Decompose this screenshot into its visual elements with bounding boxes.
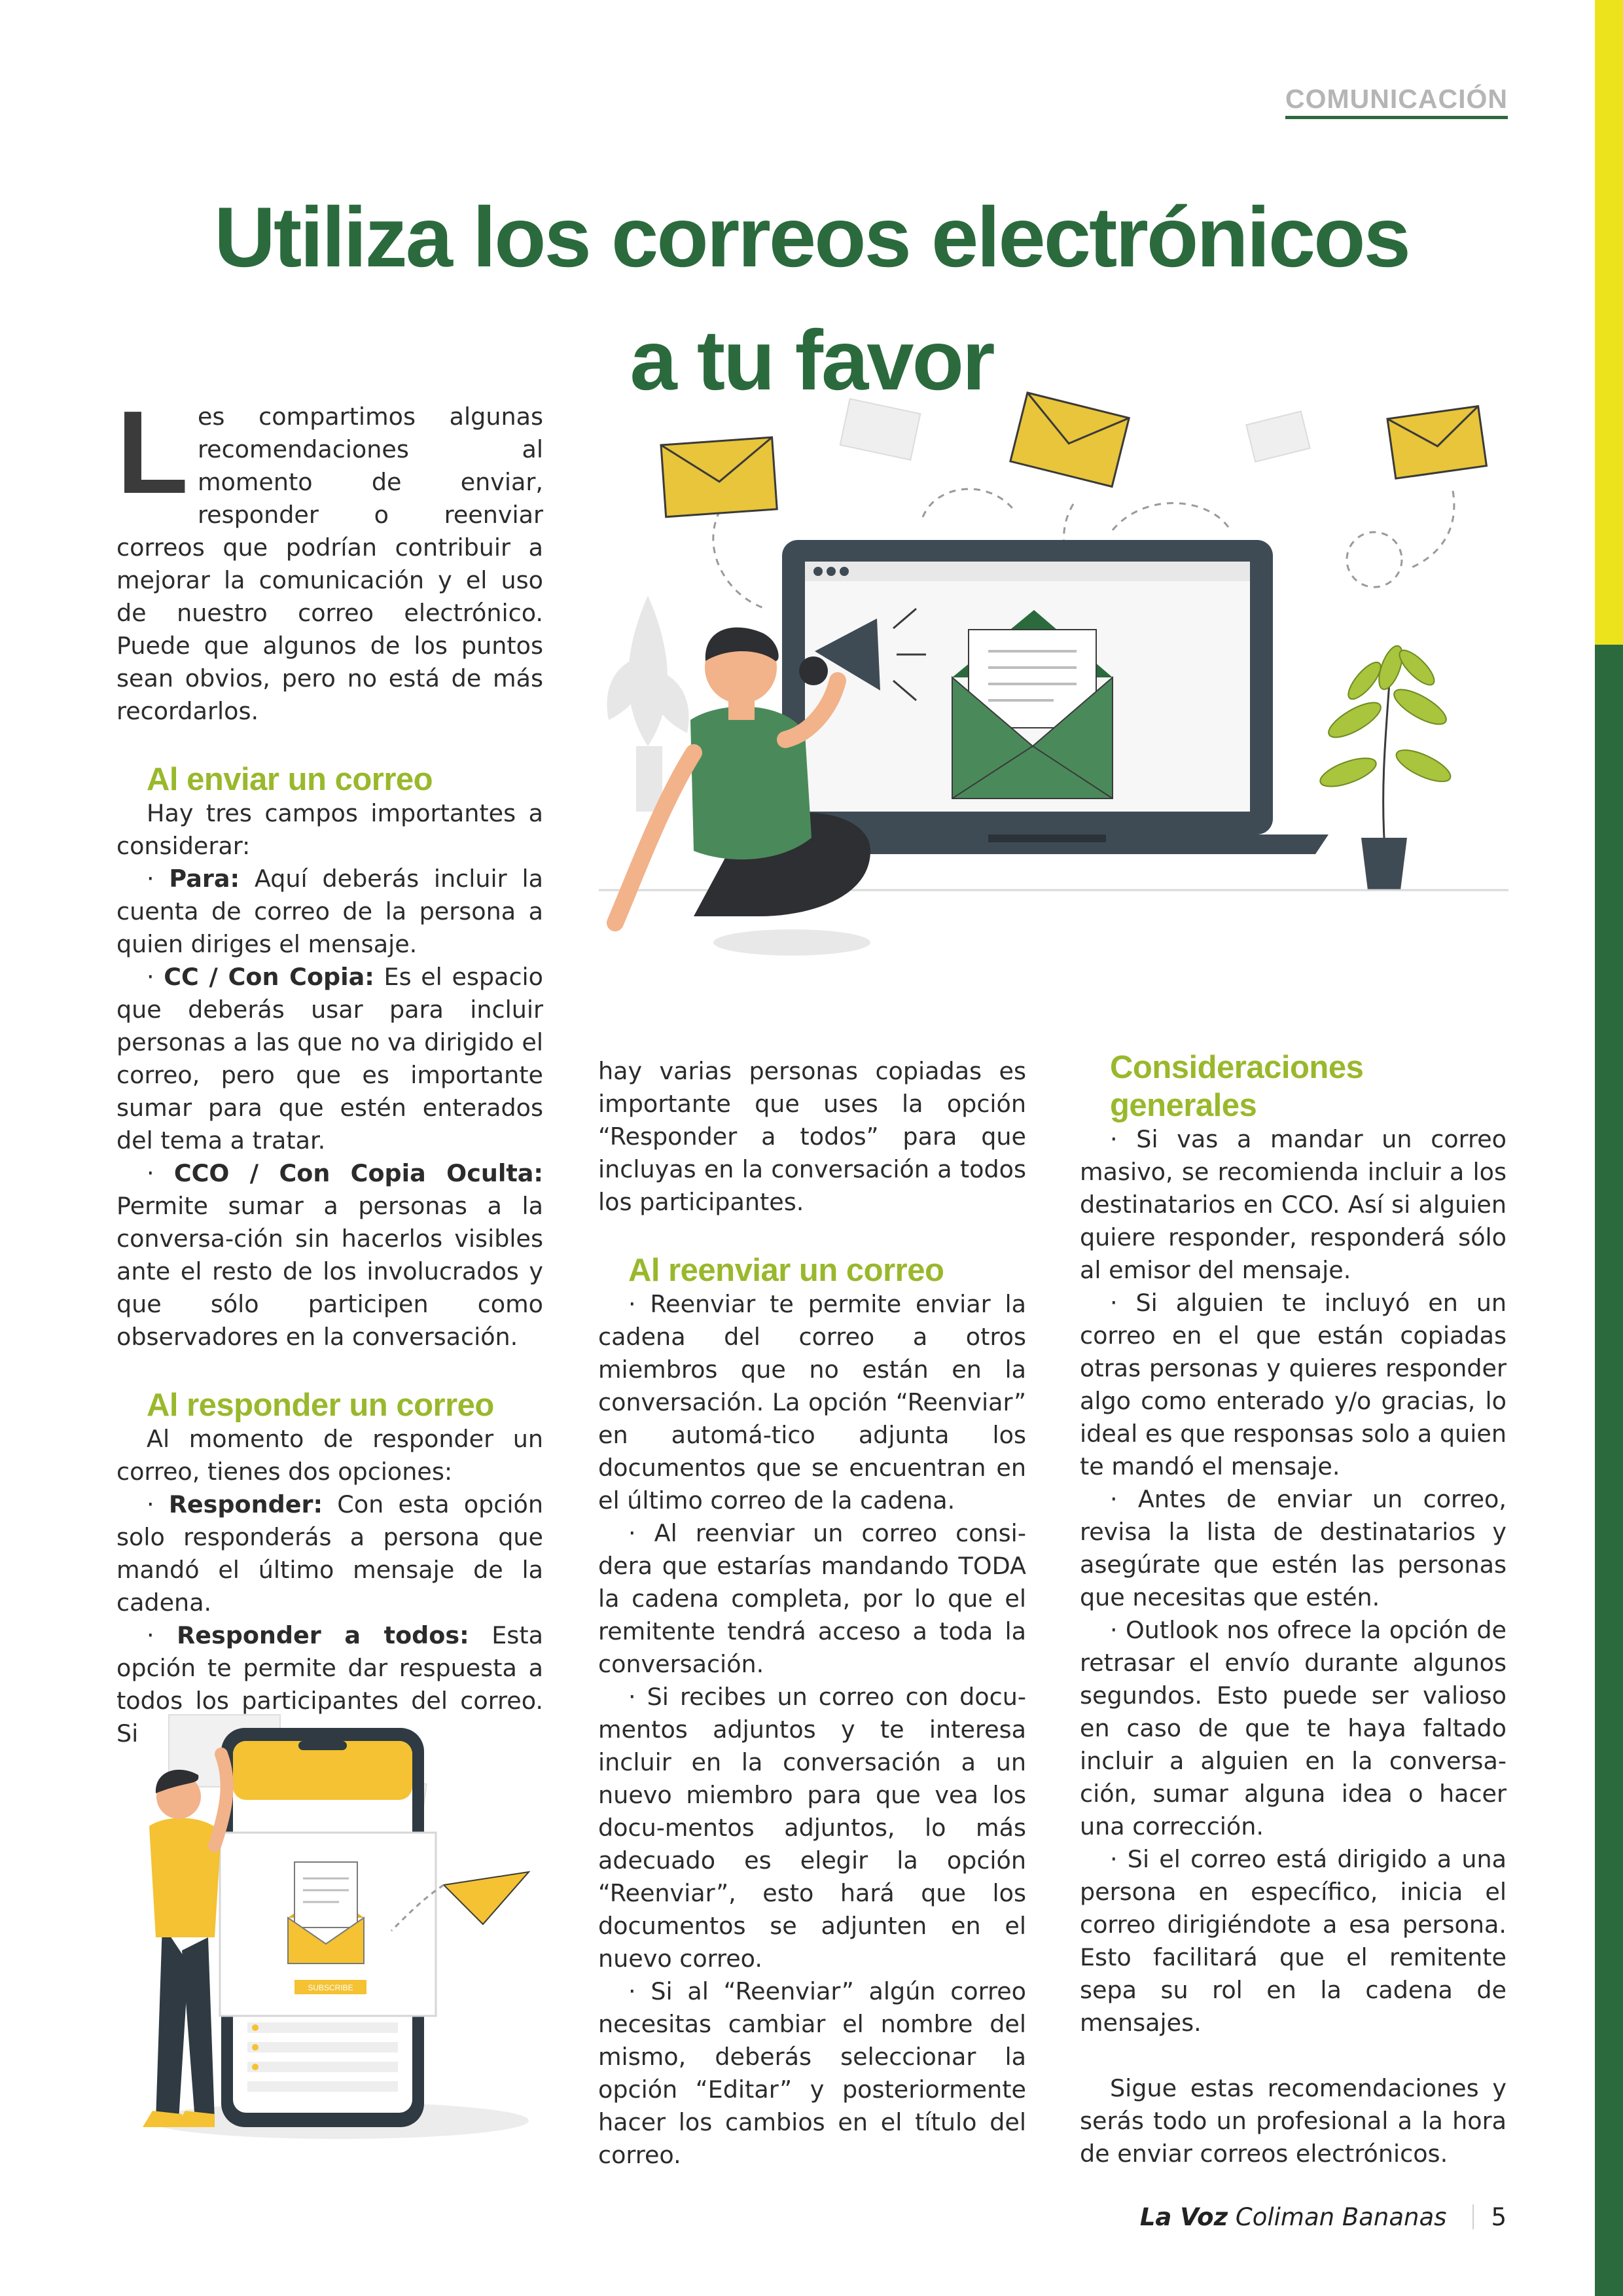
forwarding-item: · Si recibes un correo con docu-mentos adjuntos y te interesa incluir en la conversación a un nuevo miembro para que vea los docu-mentos adjuntos, lo más adecuado es elegir la opción “Reenviar”, esto hará que los documentos se adjunten en el nuevo correo.: [598, 1683, 1026, 1973]
general-item: · Si el correo está dirigido a una persona en específico, inicia el correo dirigiéndote a esa persona. Esto facilitará que el remitente sepa su rol en la cadena de mensajes.: [1080, 1845, 1507, 2037]
term-cco: CCO / Con Copia Oculta:: [173, 1159, 543, 1187]
term-cc: CC / Con Copia:: [164, 963, 374, 991]
potted-plant-icon: [1317, 643, 1454, 890]
heading-general: Consideraciones generales: [1110, 1050, 1364, 1123]
heading-sending: Al enviar un correo: [147, 762, 433, 797]
heading-forwarding: Al reenviar un correo: [628, 1253, 944, 1288]
forwarding-item: · Si al “Reenviar” algún correo necesitas cambiar el nombre del mismo, deberás seleccionar la opción “Editar” y posteriormente hacer los cambios en el título del correo.: [598, 1977, 1026, 2169]
open-envelope-icon: [952, 610, 1113, 798]
heading-replying: Al responder un correo: [147, 1388, 494, 1423]
footer-brand-italic: Coliman Bananas: [1228, 2203, 1447, 2231]
title-line-2: a tu favor: [630, 312, 993, 408]
general-item: · Si alguien te incluyó en un correo en el que están copiadas otras personas y quieres responder algo como enterado y/o gracias, lo ideal es que responsas solo a quien te mandó el mensaje.: [1080, 1289, 1507, 1480]
section-tag: COMUNICACIÓN: [1285, 84, 1508, 119]
sidebar-accent-green: [1595, 645, 1623, 2296]
intro-paragraph: [116, 387, 543, 728]
forwarding-item: · Reenviar te permite enviar la cadena del correo a otros miembros que no están en la conversación. La opción “Reenviar” en automá-tico adjunta los documentos que se encuentran en el último correo de la cadena.: [598, 1290, 1026, 1515]
newsletter-popup: [220, 1833, 436, 2016]
person-illustration: [143, 1754, 227, 2127]
page-number: 5: [1491, 2203, 1507, 2231]
closing-paragraph: Sigue estas recomendaciones y serás todo un profesional a la hora de enviar correos electrónicos.: [1080, 2074, 1507, 2168]
general-item: · Si vas a mandar un correo masivo, se recomienda incluir a los destinatarios en CCO. Así si alguien quiere responder, responderá sólo al emisor del mensaje.: [1080, 1125, 1507, 1284]
sending-item-to: · Para: Aquí deberás incluir la cuenta de correo de la persona a quien diriges el mensaje.: [116, 865, 543, 958]
general-item: · Antes de enviar un correo, revisa la lista de destinatarios y asegúrate que estén las personas que necesitas que estén.: [1080, 1485, 1507, 1611]
envelope-icon: [661, 393, 1486, 517]
general-item: · Outlook nos ofrece la opción de retrasar el envío durante algunos segundos. Esto puede ser valioso en caso de que te haya faltado incluir a alguien en la conversa-ción, sumar alguna idea o hacer una corrección.: [1080, 1616, 1507, 1840]
term-para: Para:: [169, 865, 240, 893]
subscribe-button-label: SUBSCRIBE: [308, 1983, 353, 1992]
footer-divider: [1472, 2204, 1474, 2229]
footer-brand-bold: La Voz: [1139, 2203, 1228, 2231]
phone-newsletter-illustration: [116, 1702, 548, 2147]
replying-item-reply-all: · Responder a todos: Esta opción te permite dar respuesta a todos los participantes del correo. Si: [116, 1621, 543, 1748]
sending-item-cc: · CC / Con Copia: Es el espacio que deberás usar para incluir personas a las que no va dirigido el correo, pero que es importante sumar para que estén enterados del tema a tratar.: [116, 963, 543, 1155]
column-right: [1080, 1049, 1507, 2170]
sending-lead: Hay tres campos importantes a considerar:: [116, 799, 543, 860]
sending-item-cco: · CCO / Con Copia Oculta: Permite sumar a personas a la conversa-ción sin hacerlos visibles ante el resto de los involucrados y que sólo participen como observadores en la conversación.: [116, 1159, 543, 1351]
replying-lead: Al momento de responder un correo, tienes dos opciones:: [116, 1425, 543, 1486]
page-footer: [1140, 2203, 1507, 2231]
term-responder-todos: Responder a todos:: [177, 1621, 469, 1649]
column-middle: [598, 1055, 1026, 2172]
replying-continuation: hay varias personas copiadas es importante que uses la opción “Responder a todos” para que incluyas en la conversación a todos los participantes.: [598, 1057, 1026, 1216]
drop-cap: L: [116, 387, 188, 518]
column-left: [116, 387, 543, 1750]
forwarding-item: · Al reenviar un correo consi-dera que estarías mandando TODA la cadena completa, por lo que el remitente tendrá acceso a toda la conversación.: [598, 1519, 1026, 1678]
term-responder: Responder:: [168, 1490, 323, 1518]
title-line-1: Utiliza los correos electrónicos: [214, 189, 1409, 285]
sidebar-accent-yellow: [1595, 0, 1623, 645]
megaphone-laptop-illustration: [596, 380, 1512, 969]
replying-item-reply: · Responder: Con esta opción solo responderás a persona que mandó el último mensaje de la cadena.: [116, 1490, 543, 1617]
intro-text: es compartimos algunas recomendaciones al momento de enviar, responder o reenviar correos que podrían contribuir a mejorar la comunicación y el uso de nuestro correo electrónico. Puede que algunos de los puntos sean obvios, pero no está de más recordarlos.: [116, 403, 543, 725]
